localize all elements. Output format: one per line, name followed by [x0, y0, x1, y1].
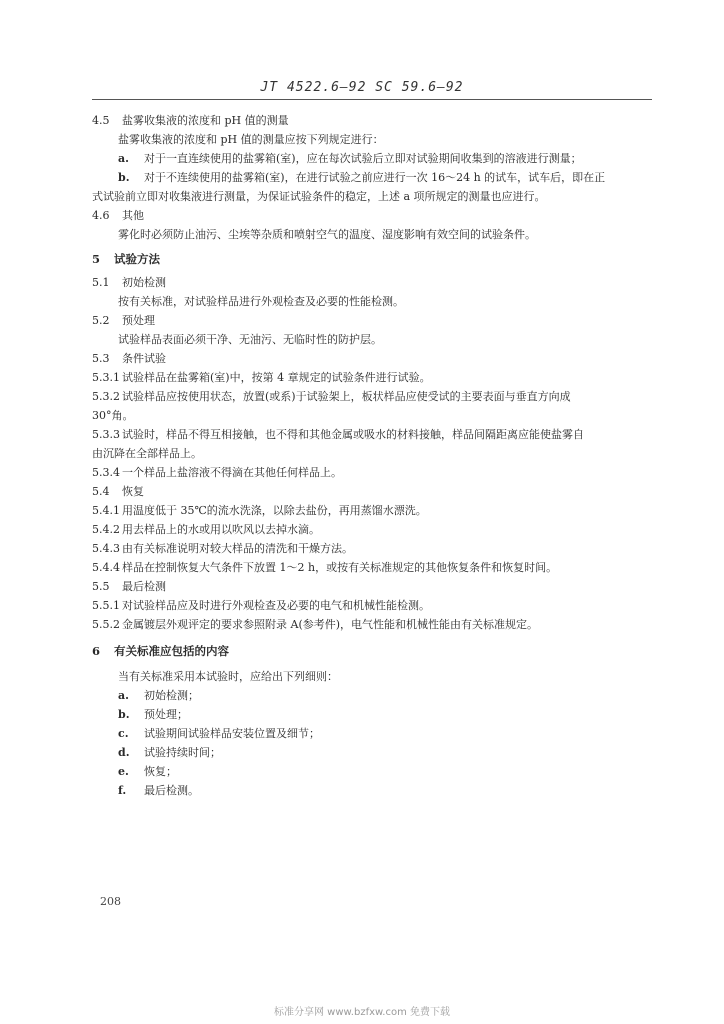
- list-item: b. 预处理；: [118, 708, 188, 721]
- standard-code-header: JT 4522.6—92 SC 59.6—92: [260, 80, 464, 95]
- paragraph: 当有关标准采用本试验时，应给出下列细则：: [118, 670, 338, 683]
- section-5-heading: 5 试验方法: [92, 252, 160, 266]
- clause-5-3-4: 5.3.4 一个样品上盐溶液不得滴在其他任何样品上。: [92, 466, 342, 479]
- clause-5-3-heading: 5.3 条件试验: [92, 352, 166, 365]
- clause-5-2-heading: 5.2 预处理: [92, 314, 155, 327]
- paragraph: 按有关标准，对试验样品进行外观检查及必要的性能检测。: [118, 295, 404, 308]
- list-item: c. 试验期间试验样品安装位置及细节；: [118, 727, 320, 740]
- clause-5-5-2: 5.5.2 金属镀层外观评定的要求参照附录 A(参考件)，电气性能和机械性能由有关标准规定。: [92, 618, 539, 631]
- paragraph-continuation: 30°角。: [92, 409, 134, 422]
- page-number: 208: [100, 895, 121, 908]
- clause-5-4-4: 5.4.4 样品在控制恢复大气条件下放置 1～2 h，或按有关标准规定的其他恢复条件和恢复时间。: [92, 561, 558, 574]
- paragraph: 盐雾收集液的浓度和 pH 值的测量应按下列规定进行：: [118, 133, 384, 146]
- clause-5-4-3: 5.4.3 由有关标准说明对较大样品的清洗和干燥方法。: [92, 542, 353, 555]
- clause-5-4-2: 5.4.2 用去样品上的水或用以吹风以去掉水滴。: [92, 523, 320, 536]
- clause-5-4-heading: 5.4 恢复: [92, 485, 144, 498]
- header-divider: [92, 99, 652, 100]
- clause-4-5-heading: 4.5 盐雾收集液的浓度和 pH 值的测量: [92, 114, 289, 127]
- clause-5-5-1: 5.5.1 对试验样品应及时进行外观检查及必要的电气和机械性能检测。: [92, 599, 430, 612]
- clause-5-5-heading: 5.5 最后检测: [92, 580, 166, 593]
- clause-5-3-1: 5.3.1 试验样品在盐雾箱(室)中，按第 4 章规定的试验条件进行试验。: [92, 371, 431, 384]
- paragraph: 雾化时必须防止油污、尘埃等杂质和喷射空气的温度、湿度影响有效空间的试验条件。: [118, 228, 536, 241]
- clause-5-1-heading: 5.1 初始检测: [92, 276, 166, 289]
- paragraph-continuation: 由沉降在全部样品上。: [92, 447, 202, 460]
- list-item: d. 试验持续时间；: [118, 746, 221, 759]
- list-item: f. 最后检测。: [118, 784, 199, 797]
- clause-4-6-heading: 4.6 其他: [92, 209, 144, 222]
- list-item: a. 初始检测；: [118, 689, 199, 702]
- list-item: e. 恢复；: [118, 765, 177, 778]
- list-item: a. 对于一直连续使用的盐雾箱(室)，应在每次试验后立即对试验期间收集到的溶液进行测量；: [118, 152, 582, 165]
- clause-5-3-3: 5.3.3 试验时，样品不得互相接触，也不得和其他金属或吸水的材料接触，样品间隔距离应能使盐雾自: [92, 428, 584, 441]
- clause-5-4-1: 5.4.1 用温度低于 35℃的流水洗涤，以除去盐份，再用蒸馏水漂洗。: [92, 504, 427, 517]
- section-6-heading: 6 有关标准应包括的内容: [92, 644, 229, 658]
- clause-5-3-2: 5.3.2 试验样品应按使用状态，放置(或系)于试验架上，板状样品应使受试的主要表面与垂直方向成: [92, 390, 571, 403]
- watermark-footer: 标准分享网 www.bzfxw.com 免费下载: [274, 1007, 450, 1018]
- paragraph-continuation: 式试验前立即对收集液进行测量，为保证试验条件的稳定，上述 a 项所规定的测量也应进行。: [92, 190, 546, 203]
- list-item: b. 对于不连续使用的盐雾箱(室)，在进行试验之前应进行一次 16～24 h 的试车，试车后，即在正: [118, 171, 606, 184]
- paragraph: 试验样品表面必须干净、无油污、无临时性的防护层。: [118, 333, 382, 346]
